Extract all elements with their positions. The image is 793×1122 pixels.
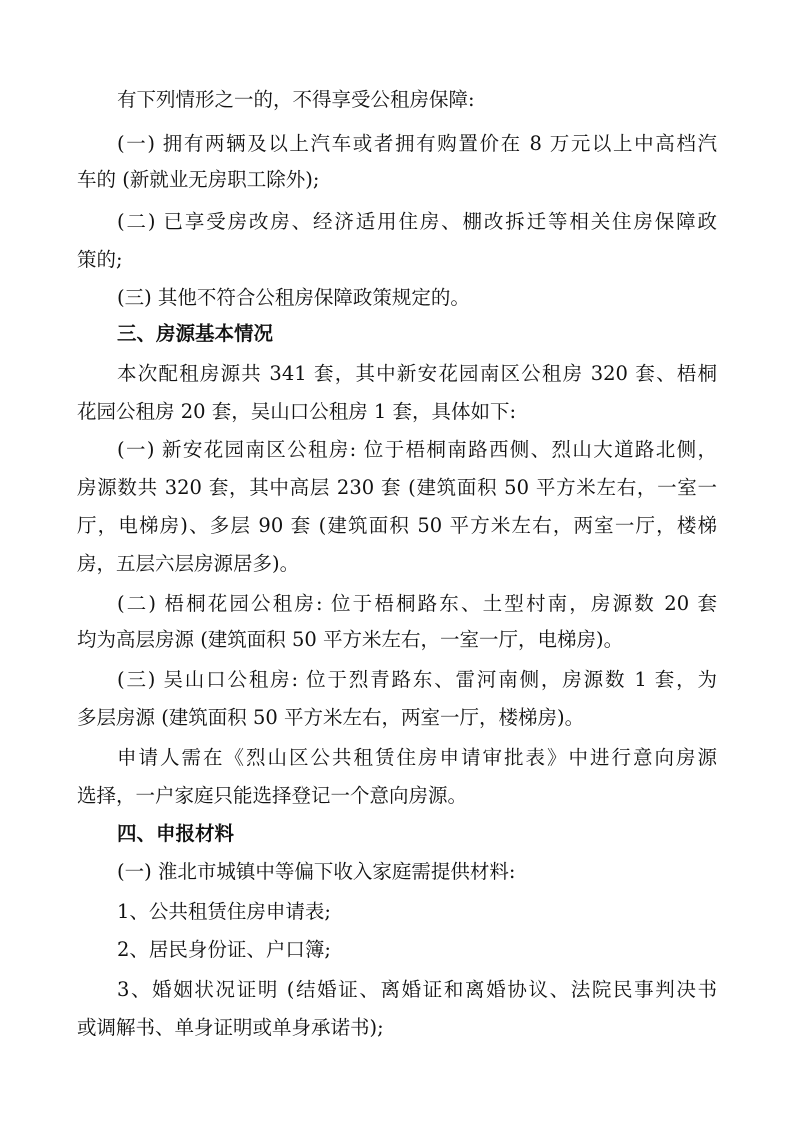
section-heading: 三、房源基本情况	[117, 322, 274, 345]
text-line: 3、婚姻状况证明 (结婚证、离婚证和离婚协议、法院民事判决书	[117, 978, 717, 1001]
text-line: 或调解书、单身证明或单身承诺书);	[77, 1016, 384, 1039]
text-line: 房源数共 320 套，其中高层 230 套 (建筑面积 50 平方米左右，一室一	[77, 476, 717, 499]
text-line: (一) 拥有两辆及以上汽车或者拥有购置价在 8 万元以上中高档汽	[117, 132, 717, 155]
text-line: 多层房源 (建筑面积 50 平方米左右，两室一厅，楼梯房)。	[77, 706, 585, 729]
text-line: 厅，电梯房)、多层 90 套 (建筑面积 50 平方米左右，两室一厅，楼梯	[77, 514, 717, 537]
text-line: (一) 新安花园南区公租房: 位于梧桐南路西侧、烈山大道路北侧，	[117, 438, 717, 461]
text-line: 车的 (新就业无房职工除外);	[77, 168, 320, 191]
text-line: (一) 淮北市城镇中等偏下收入家庭需提供材料:	[117, 860, 516, 883]
text-line: (三) 吴山口公租房: 位于烈青路东、雷河南侧，房源数 1 套，为	[117, 668, 717, 691]
text-line: 2、居民身份证、户口簿;	[117, 938, 331, 961]
text-line: (二) 已享受房改房、经济适用住房、棚改拆迁等相关住房保障政	[117, 210, 717, 233]
text-line: (二) 梧桐花园公租房: 位于梧桐路东、土型村南，房源数 20 套	[117, 592, 717, 615]
text-line: 花园公租房 20 套，吴山口公租房 1 套，具体如下:	[77, 400, 517, 423]
text-line: 均为高层房源 (建筑面积 50 平方米左右，一室一厅，电梯房)。	[77, 628, 624, 651]
text-line: 房，五层六层房源居多)。	[77, 552, 300, 575]
text-line: 申请人需在《烈山区公共租赁住房申请审批表》中进行意向房源	[117, 746, 717, 769]
text-line: 有下列情形之一的，不得享受公租房保障:	[117, 88, 475, 111]
text-line: (三) 其他不符合公租房保障政策规定的。	[117, 286, 470, 309]
text-line: 1、公共租赁住房申请表;	[117, 900, 331, 923]
text-line: 策的;	[77, 248, 123, 271]
text-line: 本次配租房源共 341 套，其中新安花园南区公租房 320 套、梧桐	[117, 362, 717, 385]
text-line: 选择，一户家庭只能选择登记一个意向房源。	[77, 784, 468, 807]
section-heading: 四、申报材料	[117, 822, 235, 845]
